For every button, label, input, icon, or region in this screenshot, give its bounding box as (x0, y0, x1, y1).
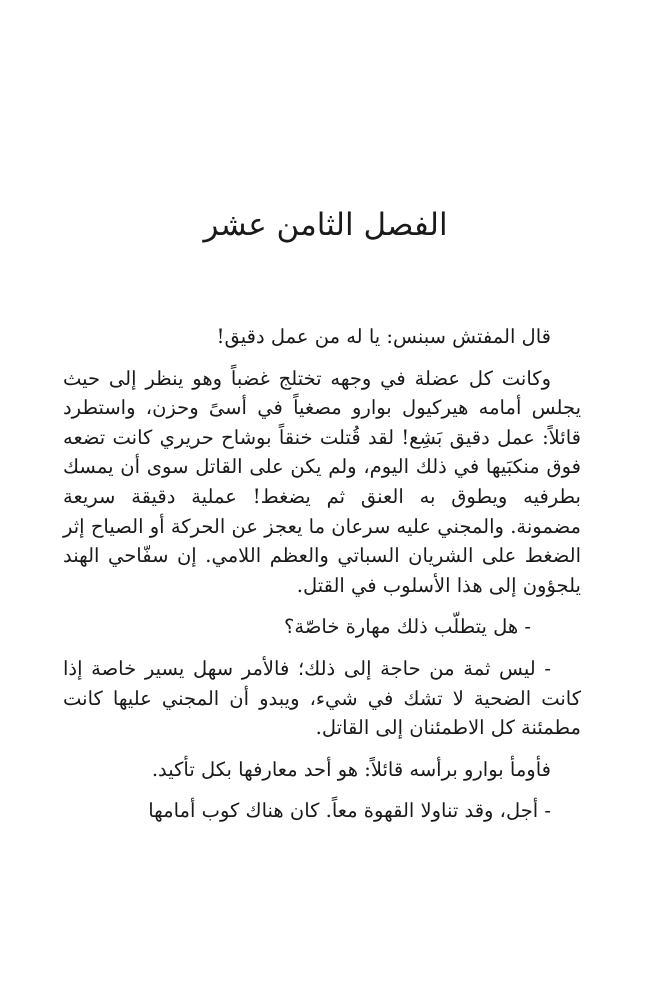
paragraph: فأومأ بوارو برأسه قائلاً: هو أحد معارفها بكل تأكيد. (151, 757, 551, 781)
body-text (63, 322, 581, 838)
chapter-title: الفصل الثامن عشر (203, 207, 448, 243)
paragraph: - هل يتطلّب ذلك مهارة خاصّة؟ (284, 615, 531, 639)
paragraph: قال المفتش سبنس: يا له من عمل دقيق! (216, 325, 551, 348)
paragraph: - أجل، وقد تناولا القهوة معاً. كان هناك كوب أمامها (148, 799, 551, 823)
paragraph: - ليس ثمة من حاجة إلى ذلك؛ فالأمر سهل يسير خاصة إذا كانت الضحية لا تشك في شيء، ويبدو أن المجني عليها كانت مطمئنة كل الاطمئنان إلى القاتل. (63, 656, 581, 740)
paragraph: وكانت كل عضلة في وجهه تختلج غضباً وهو ينظر إلى حيث يجلس أمامه هيركيول بوارو مصغياً في أسىً وحزن، واستطرد قائلاً: عمل دقيق بَشِع! لقد قُتلت خنقاً بوشاح حريري كانت تضعه فوق منكبَيها في ذلك اليوم، ولم يكن على القاتل سوى أن يمسك بطرفيه ويطوق به العنق ثم يضغط! عملية دقيقة سريعة مضمونة. والمجني عليه سرعان ما يعجز عن الحركة أو الصياح إثر الضغط على الشريان السباتي والعظم اللامي. إن سفّاحي الهند يلجؤون إلى هذا الأسلوب في القتل. (63, 366, 581, 597)
